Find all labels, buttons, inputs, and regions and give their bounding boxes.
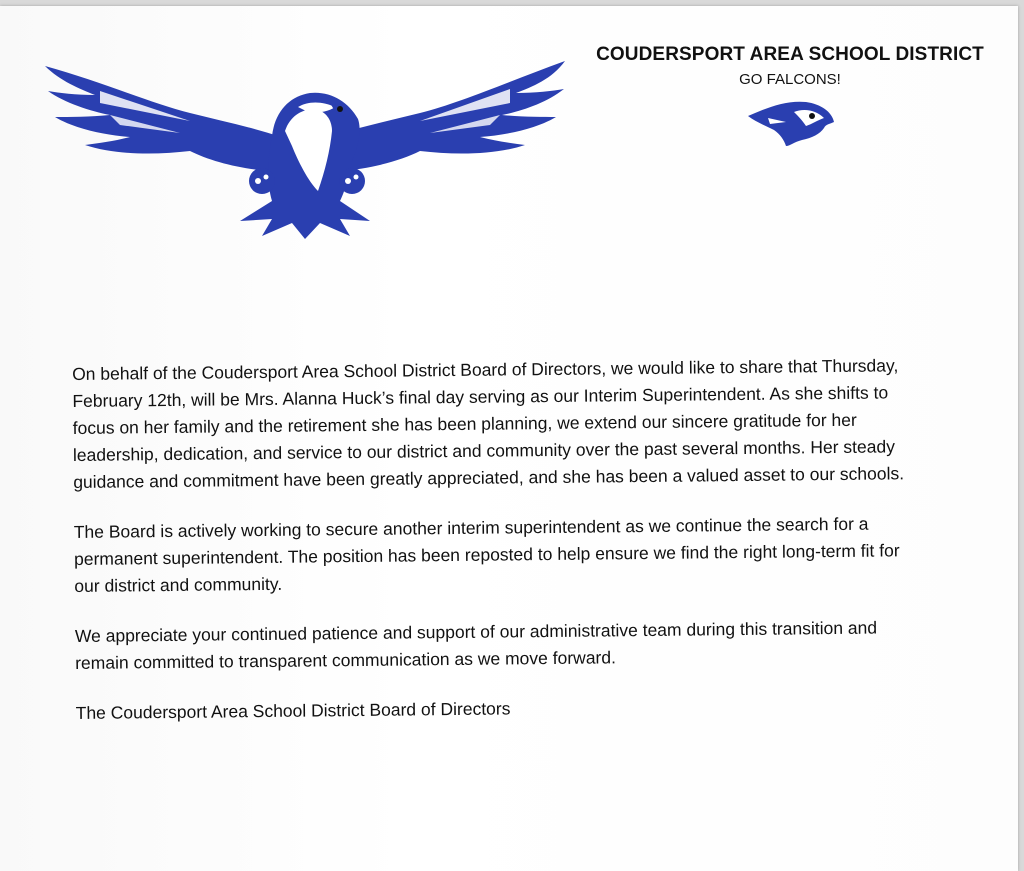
paragraph-1: On behalf of the Coudersport Area School District Board of Directors, we would like to share that Thursday, February 12th, will be Mrs. Alanna Huck’s final day serving as our Interim Superintendent. As she shifts to focus on her family and the retirement she has been planning, we extend our sincere gratitude for her leadership, dedication, and service to our district and community over the past several months. Her steady guidance and commitment have been greatly appreciated, and she has been a valued asset to our schools. xyxy=(72,355,905,492)
district-name: COUDERSPORT AREA SCHOOL DISTRICT xyxy=(596,44,984,65)
letter-page xyxy=(0,6,1018,871)
letter-body xyxy=(72,352,926,750)
falcon-head-icon xyxy=(746,98,836,148)
signature: The Coudersport Area School District Board of Directors xyxy=(75,698,511,723)
falcon-logo-icon xyxy=(40,51,570,241)
paragraph-3: We appreciate your continued patience and support of our administrative team during this transition and remain committed to transparent communication as we move forward. xyxy=(74,617,878,673)
motto: GO FALCONS! xyxy=(739,71,841,88)
letterhead xyxy=(580,44,1000,88)
paragraph-2: The Board is actively working to secure another interim superintendent as we continue the search for a permanent superintendent. The position has been reposted to help ensure we find the right long-term fit for our district and community. xyxy=(73,513,900,596)
